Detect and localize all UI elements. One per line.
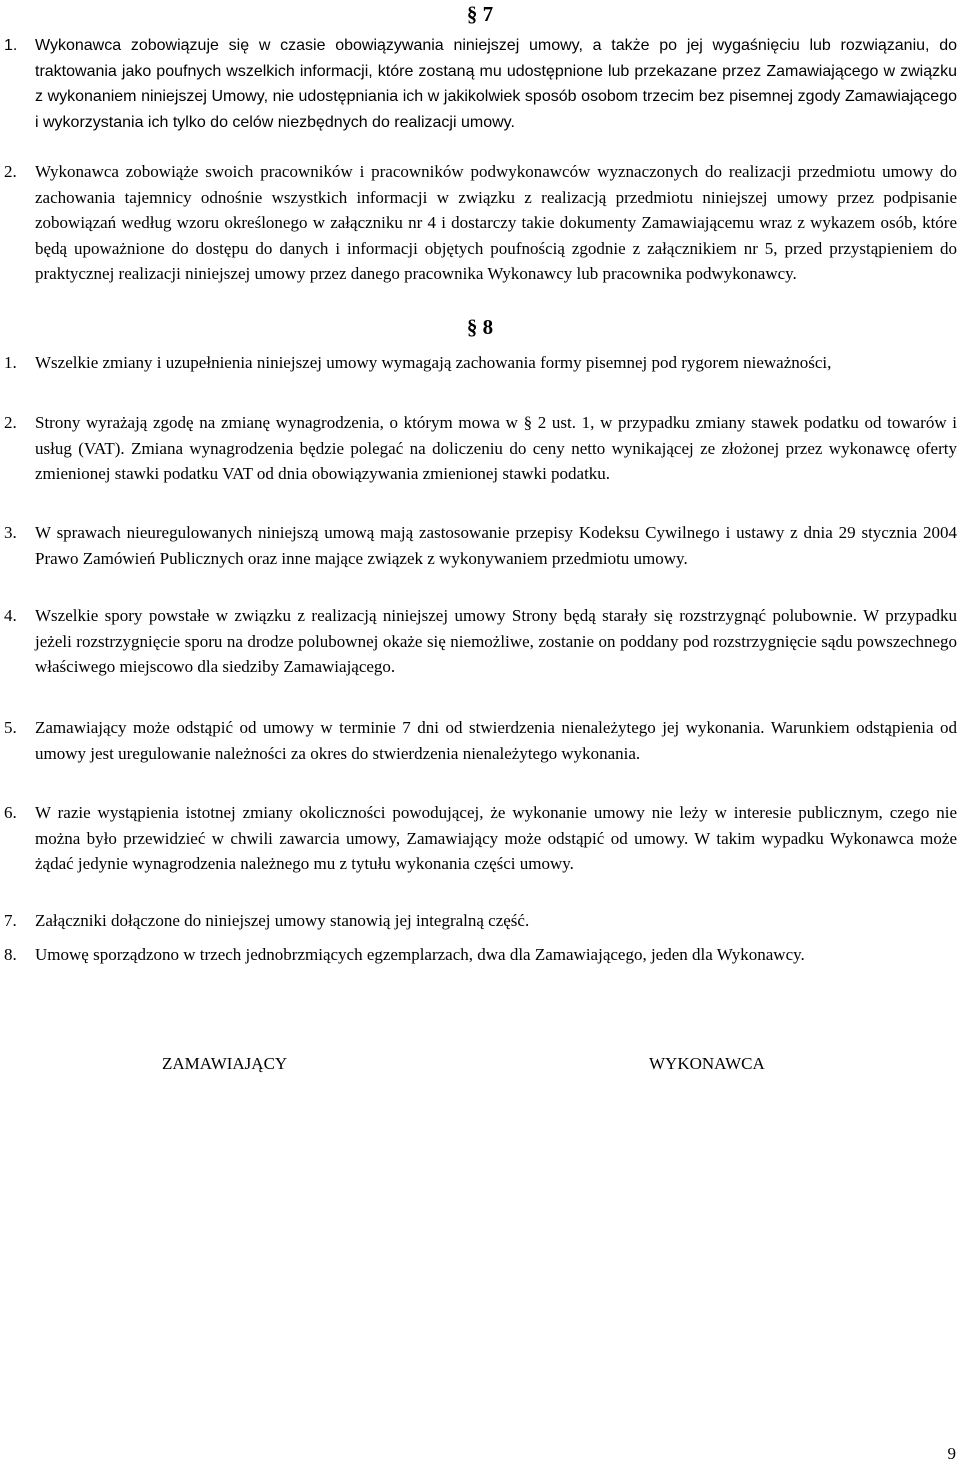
- paragraph-text: Wykonawca zobowiąże swoich pracowników i pracowników podwykonawców wyznaczonych do realizacji przedmiotu umowy do zachowania tajemnicy odnośnie wszystkich informacji w związku z realizacją przedmiotu niniejszej umowy przez podpisanie zobowiązań według wzoru określonego w załączniku nr 4 i dostarczy takie dokumenty Zamawiającemu wraz z wykazem osób, które będą upoważnione do dostępu do danych i informacji objętych poufnością zgodnie z załącznikiem nr 5, przed przystąpieniem do praktycznej realizacji niniejszej umowy przez danego pracownika Wykonawcy lub pracownika podwykonawcy.: [35, 162, 957, 283]
- paragraph-number: 1.: [4, 37, 18, 54]
- paragraph-text: W razie wystąpienia istotnej zmiany okoliczności powodującej, że wykonanie umowy nie leży w interesie publicznym, czego nie można było przewidzieć w chwili zawarcia umowy, Zamawiający może odstąpić od umowy. W takim wypadku Wykonawca może żądać jedynie wynagrodzenia należnego mu z tytułu wykonania części umowy.: [35, 803, 957, 873]
- paragraph-text: Wszelkie zmiany i uzupełnienia niniejszej umowy wymagają zachowania formy pisemnej pod rygorem nieważności,: [35, 353, 832, 372]
- paragraph-text: Wszelkie spory powstałe w związku z realizacją niniejszej umowy Strony będą starały się rozstrzygnąć polubownie. W przypadku jeżeli rozstrzygnięcie sporu na drodze polubownej okaże się niemożliwe, zostanie on poddany pod rozstrzygnięcie sądu powszechnego właściwego miejscowo dla siedziby Zamawiającego.: [35, 606, 957, 676]
- paragraph-text: Załączniki dołączone do niniejszej umowy stanowią jej integralną część.: [35, 911, 530, 930]
- paragraph-text: Wykonawca zobowiązuje się w czasie obowiązywania niniejszej umowy, a także po jej wygaśnięciu lub rozwiązaniu, do traktowania jako poufnych wszelkich informacji, które zostaną mu udostępnione lub przekazane przez Zamawiającego w związku z wykonaniem niniejszej Umowy, nie udostępniania ich w jakikolwiek sposób osobom trzecim bez pisemnej zgody Zamawiającego i wykorzystania ich tylko do celów niezbędnych do realizacji umowy.: [35, 37, 957, 131]
- paragraph-number: 1.: [4, 353, 17, 372]
- paragraph-text: Umowę sporządzono w trzech jednobrzmiących egzemplarzach, dwa dla Zamawiającego, jeden dla Wykonawcy.: [35, 945, 805, 964]
- paragraph-number: 2.: [4, 413, 17, 432]
- paragraph-number: 2.: [4, 162, 17, 181]
- paragraph-number: 8.: [4, 945, 17, 964]
- paragraph-text: W sprawach nieuregulowanych niniejszą umową mają zastosowanie przepisy Kodeksu Cywilnego i ustawy z dnia 29 stycznia 2004 Prawo Zamówień Publicznych oraz inne mające związek z wykonywaniem przedmiotu umowy.: [35, 523, 957, 568]
- paragraph-number: 7.: [4, 911, 17, 930]
- section-7-heading: § 7: [466, 2, 494, 26]
- paragraph-text: Strony wyrażają zgodę na zmianę wynagrodzenia, o którym mowa w § 2 ust. 1, w przypadku zmiany stawek podatku od towarów i usług (VAT). Zmiana wynagrodzenia będzie polegać na doliczeniu do ceny netto wynikającej ze złożonej przez wykonawcę oferty zmienionej stawki podatku VAT od dnia obowiązywania zmienionej stawki podatku.: [35, 413, 957, 483]
- signature-label-contractor: WYKONAWCA: [649, 1054, 765, 1073]
- section-8-heading: § 8: [466, 315, 494, 339]
- paragraph-number: 5.: [4, 718, 17, 737]
- paragraph-text: Zamawiający może odstąpić od umowy w terminie 7 dni od stwierdzenia nienależytego jej wykonania. Warunkiem odstąpienia od umowy jest uregulowanie należności za okres do stwierdzenia nienależytego wykonania.: [35, 718, 957, 763]
- paragraph-number: 4.: [4, 606, 17, 625]
- signature-label-ordering-party: ZAMAWIAJĄCY: [162, 1054, 288, 1073]
- paragraph-number: 6.: [4, 803, 17, 822]
- paragraph-number: 3.: [4, 523, 17, 542]
- page-number: 9: [947, 1444, 956, 1463]
